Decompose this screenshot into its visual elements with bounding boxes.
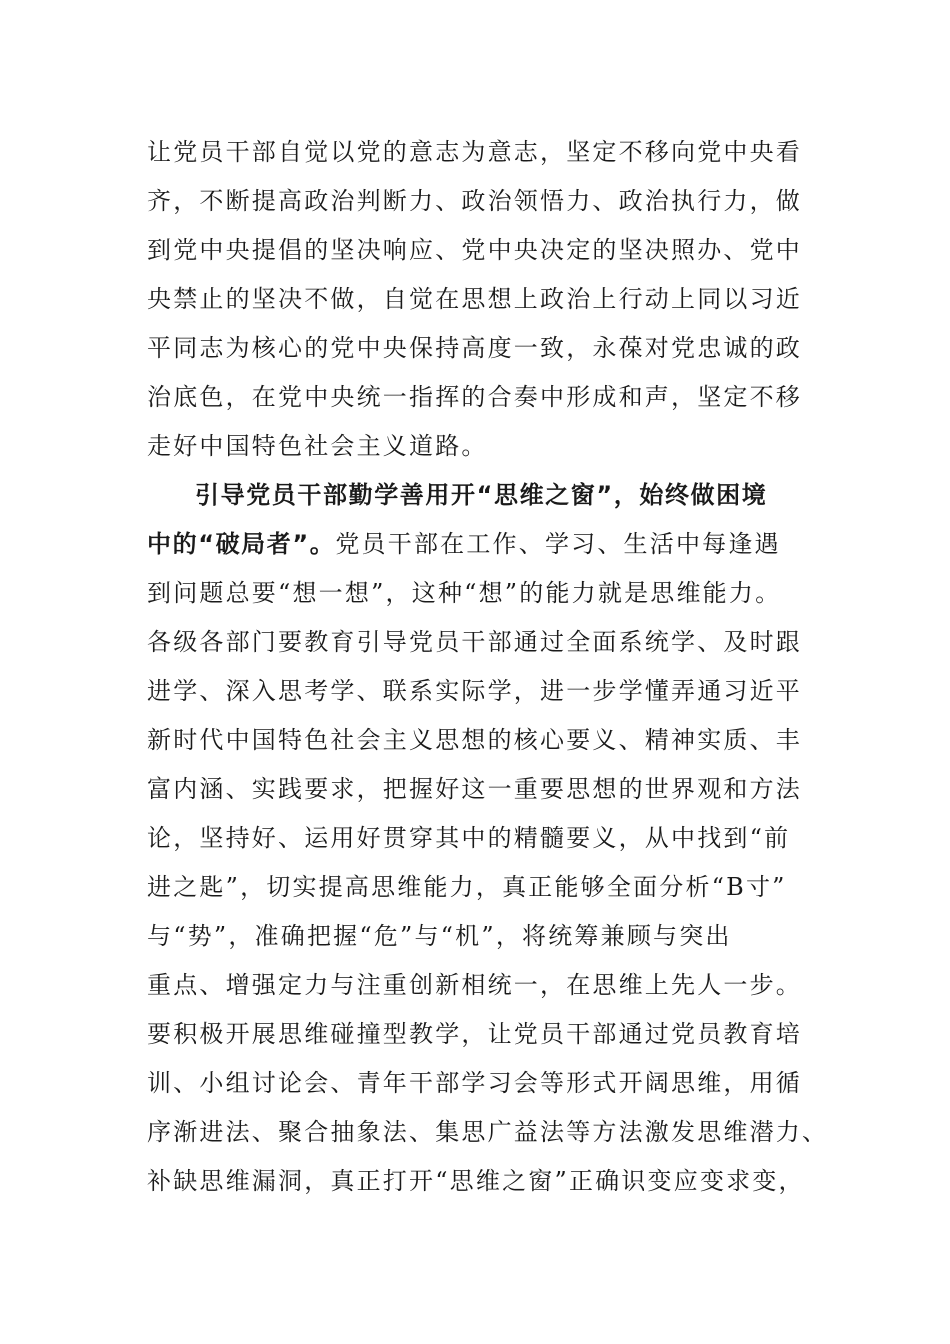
paragraph-heading-line [147, 520, 807, 569]
paragraph-heading-bold: 引导党员干部勤学善用开“思维之窗”，始终做困境 [195, 481, 768, 509]
text-line: 新时代中国特色社会主义思想的核心要义、精神实质、丰 [147, 726, 802, 754]
text-line: 央禁止的坚决不做，自觉在思想上政治上行动上同以习近 [147, 285, 802, 313]
text-line: 走好中国特色社会主义道路。 [147, 432, 488, 460]
text-line: 进之匙”，切实提高思维能力，真正能够全面分析“B寸” [147, 873, 787, 901]
text-line: 平同志为核心的党中央保持高度一致，永葆对党忠诚的政 [147, 334, 802, 362]
paragraph-1 [147, 128, 807, 471]
text-line: 各级各部门要教育引导党员干部通过全面系统学、及时跟 [147, 628, 802, 656]
text-line: 齐，不断提高政治判断力、政治领悟力、政治执行力，做 [147, 187, 802, 215]
text-line: 富内涵、实践要求，把握好这一重要思想的世界观和方法 [147, 775, 802, 803]
text-line: 进学、深入思考学、联系实际学，进一步学懂弄通习近平 [147, 677, 802, 705]
paragraph-heading-line [147, 471, 807, 520]
text-line: 与“势”，准确把握“危”与“机”，将统筹兼顾与突出 [147, 922, 732, 950]
text-line: 论，坚持好、运用好贯穿其中的精髓要义，从中找到“前 [147, 824, 791, 852]
text-line: 重点、增强定力与注重创新相统一，在思维上先人一步。 [147, 971, 802, 999]
document-body [147, 128, 829, 1206]
text-line: 序渐进法、聚合抽象法、集思广益法等方法激发思维潜力、 [147, 1118, 829, 1146]
text-line: 到党中央提倡的坚决响应、党中央决定的坚决照办、党中 [147, 236, 802, 264]
paragraph-2 [147, 471, 829, 1206]
text-line: 要积极开展思维碰撞型教学，让党员干部通过党员教育培 [147, 1020, 802, 1048]
text-line: 到问题总要“想一想”，这种“想”的能力就是思维能力。 [147, 579, 782, 607]
text-line: 补缺思维漏洞，真正打开“思维之窗”正确识变应变求变， [147, 1167, 805, 1195]
text-run: 党员干部在工作、学习、生活中每逢遇 [335, 530, 781, 558]
text-line: 治底色，在党中央统一指挥的合奏中形成和声，坚定不移 [147, 383, 802, 411]
text-line: 让党员干部自觉以党的意志为意志，坚定不移向党中央看 [147, 138, 802, 166]
paragraph-heading-bold: 中的“破局者”。 [147, 530, 336, 558]
text-line: 训、小组讨论会、青年干部学习会等形式开阔思维，用循 [147, 1069, 802, 1097]
